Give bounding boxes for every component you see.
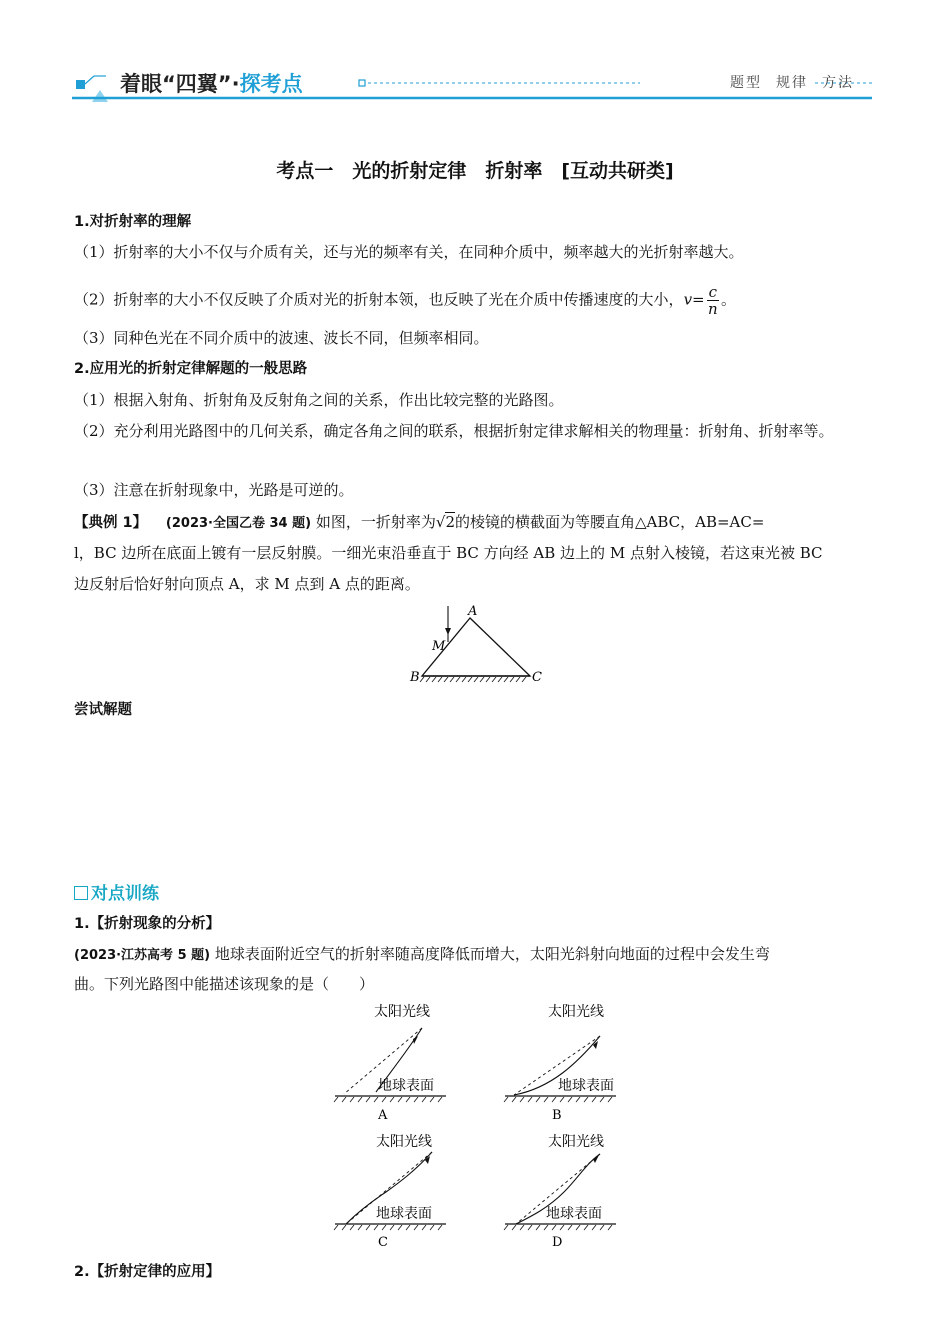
sqrt-symbol: √2 (435, 513, 455, 531)
option-c-sun-label: 太阳光线 (376, 1134, 432, 1150)
prism-figure (400, 600, 550, 690)
part2-item1: （1）根据入射角、折射角及反射角之间的关系，作出比较完整的光路图。 (74, 391, 564, 409)
q2-title: 2.【折射定律的应用】 (74, 1264, 221, 1280)
page-header (72, 66, 872, 106)
fraction-c-over-n: $\frac{c}{n}$ (707, 283, 718, 318)
option-d-figure (500, 1128, 650, 1253)
label-m: M (432, 639, 446, 654)
example-line2: l，BC 边所在底面上镀有一层反射膜。一细光束沿垂直于 BC 方向经 AB 边上的 M 点射入棱镜，若这束光被 BC (74, 544, 823, 562)
example-line1: 【典例 1】 (2023·全国乙卷 34 题) 如图，一折射率为√2的棱镜的横截面为等腰直角△ABC，AB=AC= (74, 513, 765, 531)
option-a-letter: A (378, 1108, 388, 1123)
part2-item2: （2）充分利用光路图中的几何关系，确定各角之间的联系，根据折射定律求解相关的物理量：折射角、折射率等。 (74, 422, 834, 440)
label-b: B (410, 670, 420, 685)
training-heading: 对点训练 (74, 879, 159, 904)
option-a-sun-label: 太阳光线 (374, 1004, 430, 1020)
q1-line2: 曲。下列光路图中能描述该现象的是（ ） (74, 975, 375, 993)
option-d-ground-label: 地球表面 (546, 1206, 602, 1222)
header-title: 着眼“四翼”·探考点 (120, 72, 303, 96)
header-tags: 题型 规律 方法 (730, 75, 854, 91)
label-a: A (468, 604, 478, 619)
reflective-film-hatch (420, 677, 526, 682)
option-b-ground-label: 地球表面 (558, 1078, 614, 1094)
option-c-ground-label: 地球表面 (376, 1206, 432, 1222)
option-b-sun-label: 太阳光线 (548, 1004, 604, 1020)
checkbox-square-icon (74, 886, 88, 900)
part1-item1: （1）折射率的大小不仅与介质有关，还与光的频率有关，在同种介质中，频率越大的光折射率越大。 (74, 243, 744, 261)
option-d-letter: D (552, 1235, 563, 1250)
part1-heading: 1.对折射率的理解 (74, 214, 192, 230)
try-solution-label: 尝试解题 (74, 702, 132, 718)
example-line3: 边反射后恰好射向顶点 A，求 M 点到 A 点的距离。 (74, 575, 420, 593)
option-c-letter: C (378, 1235, 388, 1250)
part2-item3: （3）注意在折射现象中，光路是可逆的。 (74, 481, 354, 499)
option-d-sun-label: 太阳光线 (548, 1134, 604, 1150)
option-c-figure (330, 1128, 480, 1253)
option-b-figure (500, 1000, 650, 1125)
section-title: 考点一 光的折射定律 折射率 [互动共研类] (276, 160, 674, 182)
part1-item2: （2）折射率的大小不仅反映了介质对光的折射本领，也反映了光在介质中传播速度的大小，v= $\frac{c}{n}$ 。 (74, 283, 737, 318)
label-c: C (532, 670, 542, 685)
part2-heading: 2.应用光的折射定律解题的一般思路 (74, 361, 308, 377)
q1-line1: (2023·江苏高考 5 题) 地球表面附近空气的折射率随高度降低而增大，太阳光斜射向地面的过程中会发生弯 (74, 945, 770, 963)
option-a-ground-label: 地球表面 (378, 1078, 434, 1094)
option-b-letter: B (552, 1108, 562, 1123)
q1-title: 1.【折射现象的分析】 (74, 916, 221, 932)
part1-item3: （3）同种色光在不同介质中的波速、波长不同，但频率相同。 (74, 329, 489, 347)
option-a-figure (330, 1000, 480, 1125)
